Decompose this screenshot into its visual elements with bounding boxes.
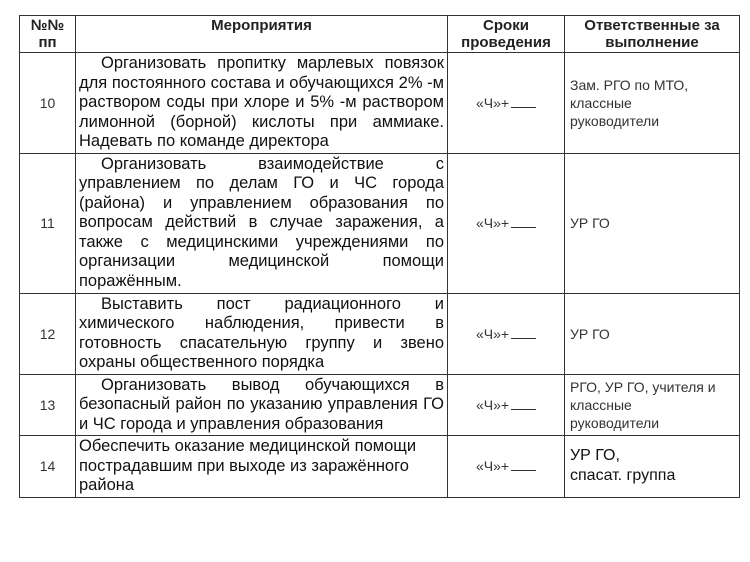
- term-text: «Ч»+: [475, 396, 510, 413]
- responsible-line: УР ГО: [570, 215, 610, 231]
- row-number: 10: [20, 53, 76, 154]
- responsible-line: РГО, УР ГО, учителя и: [570, 378, 716, 395]
- term-cell: [448, 153, 565, 293]
- responsible-line: Зам. РГО по МТО,: [570, 76, 689, 93]
- responsible-line: руководители: [570, 414, 660, 431]
- responsible-line: УР ГО: [570, 325, 610, 342]
- activity-cell: [76, 153, 448, 293]
- table-row: [20, 436, 740, 498]
- row-number: 12: [20, 293, 76, 374]
- activities-table: [19, 15, 740, 498]
- header-num-line-1: №№: [30, 17, 65, 34]
- term-cell: [448, 53, 565, 154]
- activity-text: Организовать вывод обучающихся в безопасный район по указанию управления ГО и ЧС города и управления образования: [79, 375, 444, 433]
- term-cell: [448, 436, 565, 498]
- responsible-cell: [565, 293, 740, 374]
- table-row: [20, 374, 740, 436]
- term-text: «Ч»+: [475, 94, 510, 111]
- term-blank-line: [511, 95, 536, 108]
- header-activity: Мероприятия: [76, 16, 448, 53]
- responsible-cell: [565, 153, 740, 293]
- table-header-row: [20, 16, 740, 53]
- header-term: [448, 16, 565, 53]
- responsible-cell: [565, 53, 740, 154]
- header-term-line-2: проведения: [461, 34, 551, 51]
- term-text: «Ч»+: [475, 325, 510, 342]
- header-term-line-1: Сроки: [483, 17, 529, 34]
- row-number: 11: [20, 153, 76, 293]
- activity-cell: [76, 374, 448, 436]
- header-responsible-line-1: Ответственные за: [584, 17, 720, 34]
- activity-text: Организовать взаимодействие с управлением по делам ГО и ЧС города (района) и управлением образования по вопросам действий в случае заражения, а также с медицинскими учреждениями по организации медицинской помощи поражённым.: [79, 154, 444, 290]
- header-num-line-2: пп: [38, 34, 57, 51]
- term-blank-line: [511, 458, 536, 471]
- table-row: [20, 53, 740, 154]
- responsible-line: классные: [570, 94, 632, 111]
- responsible-line: руководители: [570, 112, 660, 129]
- activity-cell: [76, 436, 448, 498]
- activity-cell: [76, 293, 448, 374]
- row-number: 13: [20, 374, 76, 436]
- term-cell: [448, 374, 565, 436]
- activity-text: Обеспечить оказание медицинской помощи пострадавшим при выходе из заражённого района: [79, 437, 417, 494]
- term-blank-line: [511, 215, 536, 228]
- header-num: [20, 16, 76, 53]
- row-number: 14: [20, 436, 76, 498]
- responsible-line: спасат. группа: [570, 467, 676, 485]
- activity-text: Организовать пропитку марлевых повязок для постоянного состава и обучающихся 2% -м раствором соды при хлоре и 5% -м раствором лимонной (борной) кислоты при аммиаке. Надевать по команде директора: [79, 54, 444, 150]
- term-text: «Ч»+: [475, 215, 510, 231]
- table-row: [20, 293, 740, 374]
- responsible-line: классные: [570, 396, 632, 413]
- activity-text: Выставить пост радиационного и химического наблюдения, привести в готовность спасательную группу и звено охраны общественного порядка: [79, 294, 444, 371]
- term-blank-line: [511, 326, 536, 339]
- responsible-line: УР ГО,: [570, 447, 620, 465]
- term-cell: [448, 293, 565, 374]
- table-row: [20, 153, 740, 293]
- responsible-cell: [565, 436, 740, 498]
- activity-cell: [76, 53, 448, 154]
- term-text: «Ч»+: [475, 458, 510, 475]
- term-blank-line: [511, 397, 536, 410]
- header-responsible: [565, 16, 740, 53]
- responsible-cell: [565, 374, 740, 436]
- header-responsible-line-2: выполнение: [605, 34, 699, 51]
